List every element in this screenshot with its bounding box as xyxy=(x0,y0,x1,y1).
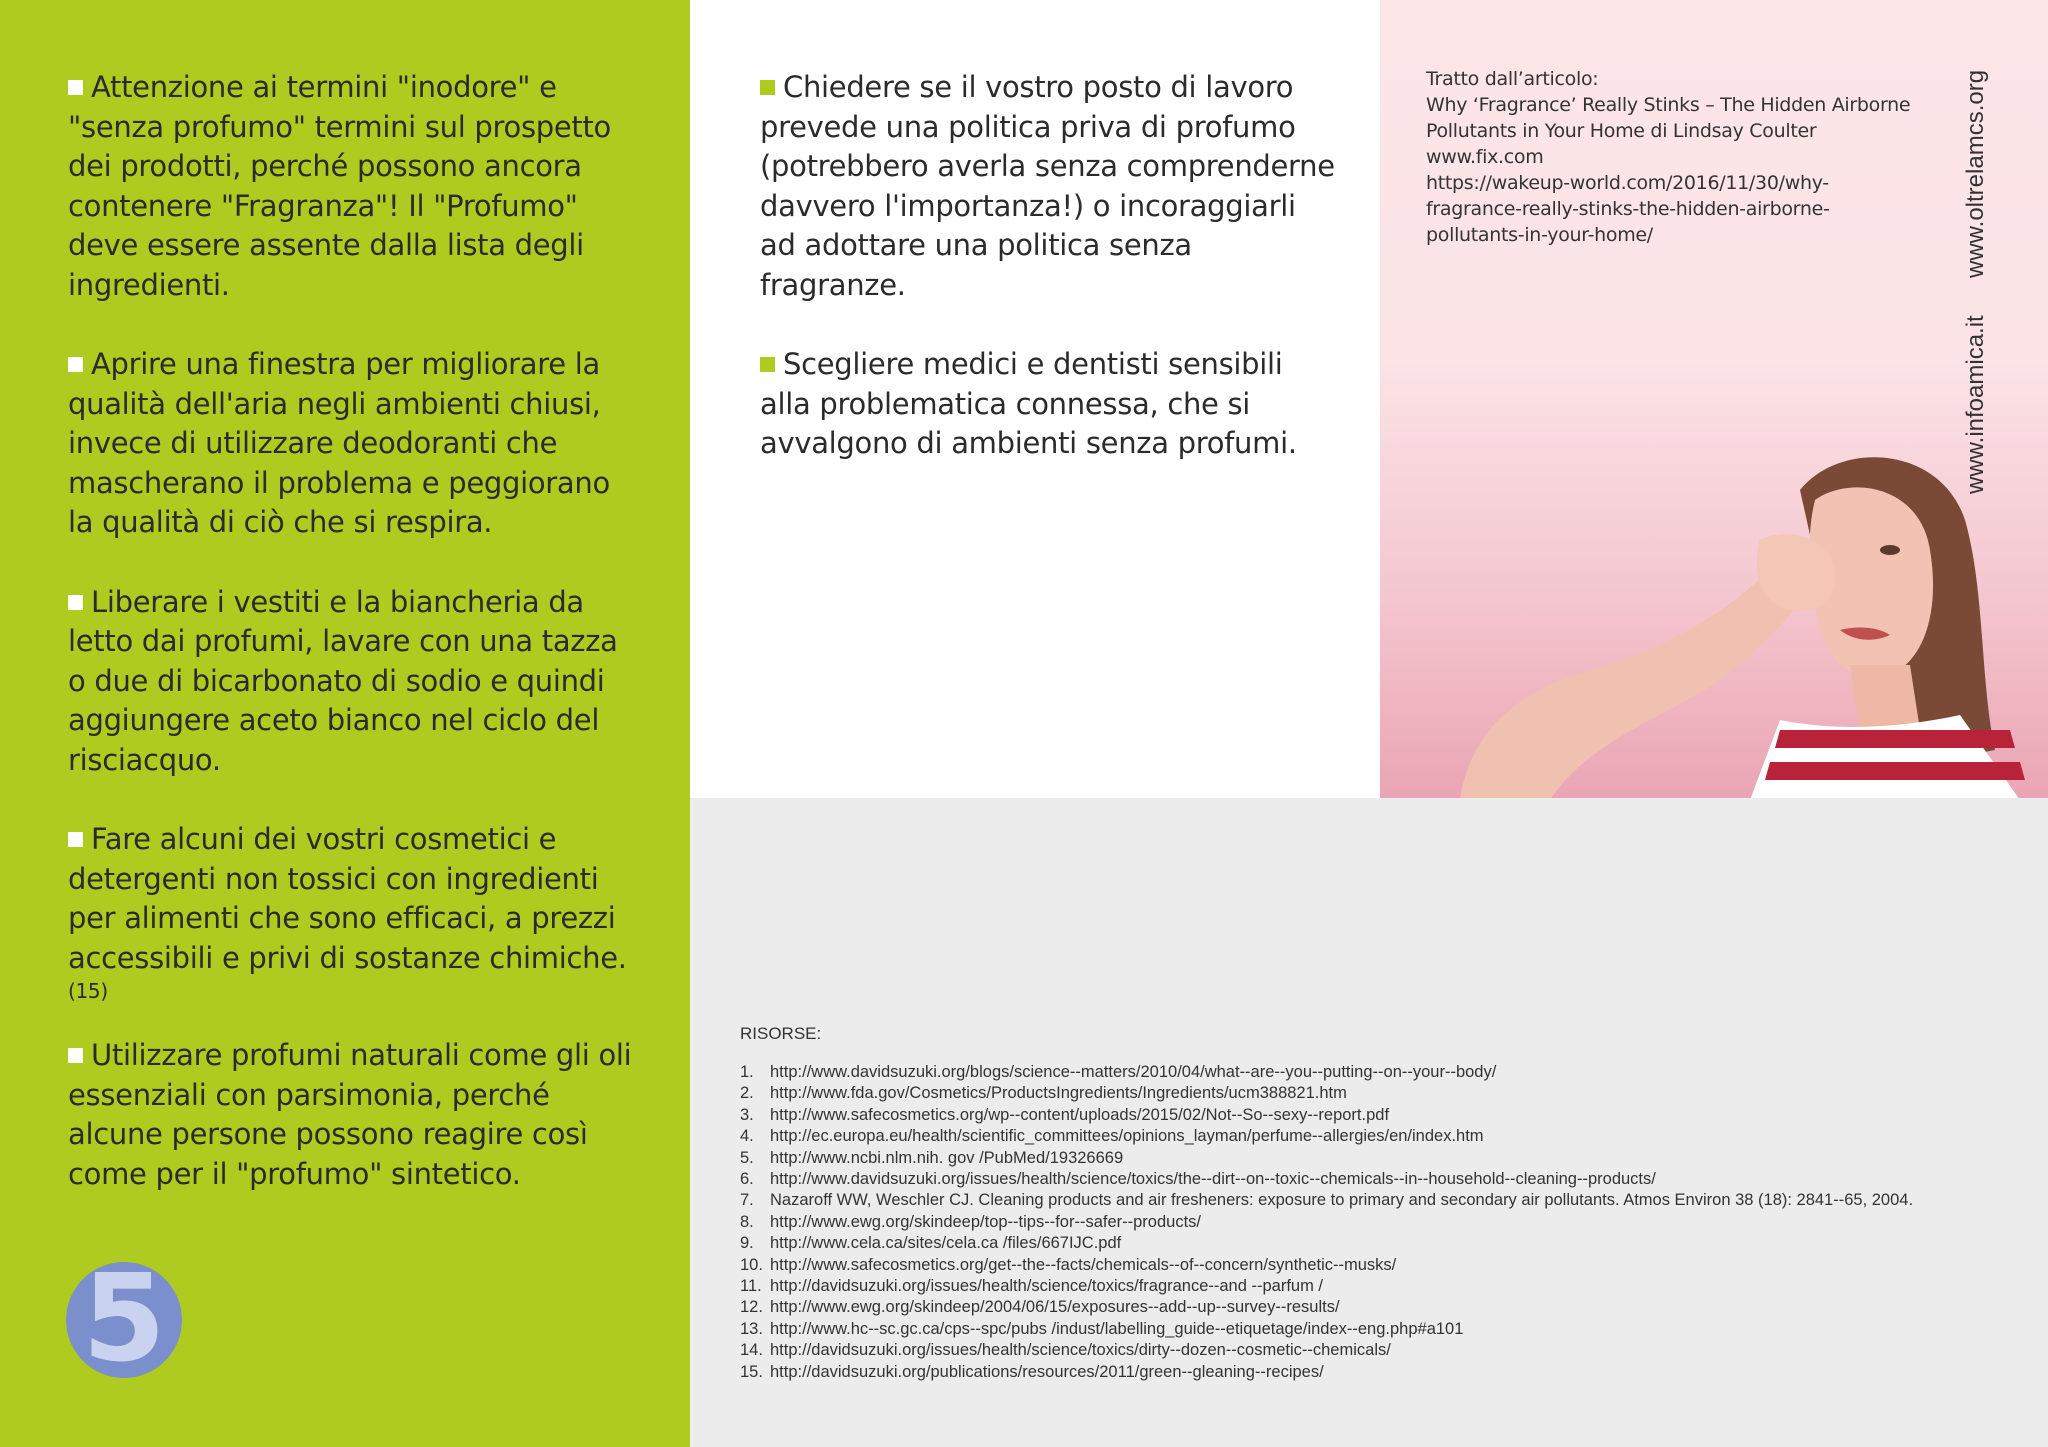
website-infoamica[interactable]: www.infoamica.it xyxy=(1962,315,1989,494)
tip-text: Chiedere se il vostro posto di lavoro prevede una politica priva di profumo (potrebbero averla senza comprenderne davvero l'importanza!) o incoraggiarli ad adottare una politica senza fragranze. xyxy=(760,70,1335,302)
resource-item[interactable] xyxy=(740,1233,2030,1254)
resource-number: 3. xyxy=(740,1105,754,1124)
woman-holding-nose-photo xyxy=(1420,430,2048,798)
resources-list xyxy=(740,1062,2030,1383)
resource-number: 8. xyxy=(740,1212,754,1231)
resource-text: http://www.davidsuzuki.org/blogs/science--matters/2010/04/what--are--you--putting--on--your--body/ xyxy=(770,1063,1497,1081)
resources-section xyxy=(740,1024,2030,1383)
square-bullet-icon xyxy=(68,595,83,610)
resource-text: http://www.hc--sc.gc.ca/cps--spc/pubs /indust/labelling_guide--etiquetage/index--eng.php#a101 xyxy=(770,1319,1464,1338)
resource-item[interactable] xyxy=(740,1062,2030,1083)
resource-number: 1. xyxy=(740,1063,754,1081)
resource-text: http://davidsuzuki.org/issues/health/science/toxics/fragrance--and --parfum / xyxy=(770,1277,1324,1296)
white-tips-list xyxy=(760,68,1340,504)
tip-text: Fare alcuni dei vostri cosmetici e detergenti non tossici con ingredienti per alimenti che sono efficaci, a prezzi accessibili e privi di sostanze chimiche. xyxy=(68,822,627,975)
tip-item xyxy=(760,345,1340,464)
resource-text: Nazaroff WW, Weschler CJ. Cleaning products and air fresheners: exposure to primary and secondary air pollutants. Atmos Environ 38 (18): 2841--65, 2004. xyxy=(770,1191,1914,1210)
resource-item[interactable] xyxy=(740,1297,2030,1318)
resource-item xyxy=(740,1190,2030,1211)
resource-number: 15. xyxy=(740,1362,763,1381)
source-line[interactable]: pollutants-in-your-home/ xyxy=(1426,224,1653,246)
resource-item[interactable] xyxy=(740,1319,2030,1340)
tip-item xyxy=(68,1036,638,1194)
resource-text: http://www.safecosmetics.org/wp--content/uploads/2015/02/Not--So--sexy--report.pdf xyxy=(770,1105,1390,1124)
resource-item[interactable] xyxy=(740,1083,2030,1104)
tip-item xyxy=(760,68,1340,305)
resource-item[interactable] xyxy=(740,1255,2030,1276)
resource-item[interactable] xyxy=(740,1276,2030,1297)
resource-text: http://davidsuzuki.org/publications/resources/2011/green--gleaning--recipes/ xyxy=(770,1362,1324,1381)
tip-item xyxy=(68,68,638,305)
resource-text: http://www.davidsuzuki.org/issues/health/science/toxics/the--dirt--on--toxic--chemicals--in--household--cleaning--products/ xyxy=(770,1170,1656,1189)
square-bullet-icon xyxy=(760,357,775,372)
resource-text: http://davidsuzuki.org/issues/health/science/toxics/dirty--dozen--cosmetic--chemicals/ xyxy=(770,1341,1391,1360)
green-tips-list xyxy=(68,68,638,1234)
resource-number: 14. xyxy=(740,1341,763,1360)
resource-text: http://www.ewg.org/skindeep/top--tips--for--safer--products/ xyxy=(770,1212,1201,1231)
source-line: Pollutants in Your Home di Lindsay Coulter xyxy=(1426,120,1817,142)
website-oltrelamcs[interactable]: www.oltrelamcs.org xyxy=(1962,69,1989,278)
source-line[interactable]: fragrance-really-stinks-the-hidden-airborne- xyxy=(1426,198,1830,220)
article-source xyxy=(1426,66,1926,248)
resource-item[interactable] xyxy=(740,1340,2030,1361)
tip-text: Aprire una finestra per migliorare la qualità dell'aria negli ambienti chiusi, invece di utilizzare deodoranti che mascherano il problema e peggiorano la qualità di ciò che si respira. xyxy=(68,347,610,539)
resource-number: 10. xyxy=(740,1255,763,1274)
resource-item[interactable] xyxy=(740,1148,2030,1169)
source-line[interactable]: www.fix.com xyxy=(1426,146,1544,168)
square-bullet-icon xyxy=(68,1048,83,1063)
resource-number: 11. xyxy=(740,1277,762,1296)
tip-item xyxy=(68,345,638,543)
resource-text: http://www.cela.ca/sites/cela.ca /files/667IJC.pdf xyxy=(770,1234,1122,1253)
source-line: Tratto dall’articolo: xyxy=(1426,68,1599,90)
square-bullet-icon xyxy=(760,80,775,95)
tip-reference: (15) xyxy=(68,979,108,1003)
tip-text: Liberare i vestiti e la biancheria da letto dai profumi, lavare con una tazza o due di bicarbonato di sodio e quindi aggiungere aceto bianco nel ciclo del risciacquo. xyxy=(68,584,618,777)
resource-text: http://www.ewg.org/skindeep/2004/06/15/exposures--add--up--survey--results/ xyxy=(770,1298,1340,1317)
tip-item xyxy=(68,583,638,781)
resource-item[interactable] xyxy=(740,1212,2030,1233)
resource-number: 6. xyxy=(740,1170,754,1189)
resource-text: http://www.fda.gov/Cosmetics/ProductsIngredients/Ingredients/ucm388821.htm xyxy=(770,1084,1347,1103)
resources-title: RISORSE: xyxy=(740,1024,822,1043)
tip-text: Utilizzare profumi naturali come gli oli essenziali con parsimonia, perché alcune persone possono reagire così come per il "profumo" sintetico. xyxy=(68,1038,632,1191)
resource-text: http://www.ncbi.nlm.nih. gov /PubMed/19326669 xyxy=(770,1148,1124,1167)
resource-number: 12. xyxy=(740,1298,763,1317)
tip-text: Scegliere medici e dentisti sensibili alla problematica connessa, che si avvalgono di ambienti senza profumi. xyxy=(760,347,1297,460)
resource-number: 13. xyxy=(740,1319,763,1338)
resource-text: http://www.safecosmetics.org/get--the--facts/chemicals--of--concern/synthetic--musks/ xyxy=(770,1255,1397,1274)
resource-number: 2. xyxy=(740,1084,754,1103)
page-number-badge: 5 xyxy=(66,1262,182,1378)
source-line: Why ‘Fragrance’ Really Stinks – The Hidden Airborne xyxy=(1426,94,1911,116)
resource-item[interactable] xyxy=(740,1126,2030,1147)
resource-item[interactable] xyxy=(740,1169,2030,1190)
tip-text: Attenzione ai termini "inodore" e "senza profumo" termini sul prospetto dei prodotti, perché possono ancora contenere "Fragranza"! Il "Profumo" deve essere assente dalla lista degli ingredienti. xyxy=(68,70,611,302)
square-bullet-icon xyxy=(68,80,83,95)
resource-number: 7. xyxy=(740,1191,754,1210)
square-bullet-icon xyxy=(68,357,83,372)
resource-item[interactable] xyxy=(740,1362,2030,1383)
resource-item[interactable] xyxy=(740,1105,2030,1126)
source-line[interactable]: https://wakeup-world.com/2016/11/30/why- xyxy=(1426,172,1829,194)
resource-text: http://ec.europa.eu/health/scientific_committees/opinions_layman/perfume--allergies/en/index.htm xyxy=(770,1127,1484,1146)
tip-item xyxy=(68,820,638,1004)
square-bullet-icon xyxy=(68,832,83,847)
resource-number: 4. xyxy=(740,1127,754,1146)
resource-number: 5. xyxy=(740,1148,754,1167)
resource-number: 9. xyxy=(740,1234,754,1253)
